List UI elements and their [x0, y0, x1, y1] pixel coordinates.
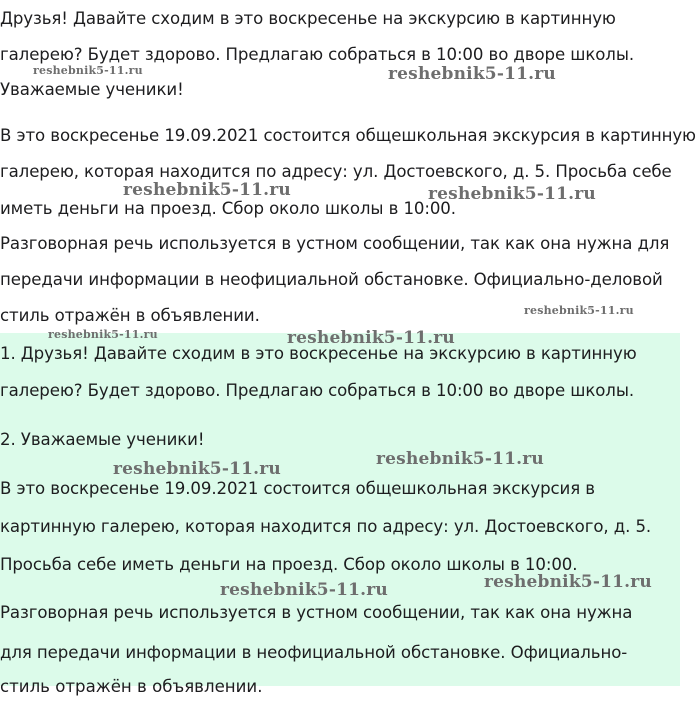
text-line: Друзья! Давайте сходим в это воскресенье на экскурсию в картинную [0, 9, 616, 28]
text-line: 2. Уважаемые ученики! [0, 430, 205, 449]
text-line: галерею, которая находится по адресу: ул. Достоевского, д. 5. Просьба себе [0, 162, 672, 181]
text-line: передачи информации в неофициальной обстановке. Официально-деловой [0, 270, 663, 289]
text-line: В это воскресенье 19.09.2021 состоится общешкольная экскурсия в [0, 479, 595, 498]
watermark: reshebnik5-11.ru [428, 184, 596, 204]
watermark: reshebnik5-11.ru [524, 304, 634, 317]
text-line: В это воскресенье 19.09.2021 состоится общешкольная экскурсия в картинную [0, 126, 696, 145]
text-line: иметь деньги на проезд. Сбор около школы в 10:00. [0, 199, 456, 218]
clipped-text-line [0, 677, 680, 696]
text-line: для передачи информации в неофициальной обстановке. Официально- [0, 643, 628, 662]
watermark: reshebnik5-11.ru [33, 64, 143, 77]
watermark: reshebnik5-11.ru [388, 64, 556, 84]
watermark: reshebnik5-11.ru [48, 328, 158, 341]
text-line: Разговорная речь используется в устном сообщении, так как она нужна [0, 603, 633, 622]
text-line: Разговорная речь используется в устном сообщении, так как она нужна для [0, 234, 670, 253]
text-line: галерею? Будет здорово. Предлагаю собраться в 10:00 во дворе школы. [0, 381, 634, 400]
text-line: Просьба себе иметь деньги на проезд. Сбор около школы в 10:00. [0, 555, 578, 574]
text-line: картинную галерею, которая находится по адресу: ул. Достоевского, д. 5. [0, 517, 652, 536]
watermark: reshebnik5-11.ru [123, 180, 291, 200]
answer-text-plain [0, 0, 696, 333]
text-line: галерею? Будет здорово. Предлагаю собраться в 10:00 во дворе школы. [0, 45, 634, 64]
watermark: reshebnik5-11.ru [376, 449, 544, 469]
text-line: стиль отражён в объявлении. [0, 306, 260, 325]
text-line: Уважаемые ученики! [0, 80, 184, 99]
answer-text-highlighted [0, 333, 680, 686]
watermark: reshebnik5-11.ru [287, 328, 455, 348]
watermark: reshebnik5-11.ru [113, 459, 281, 479]
watermark: reshebnik5-11.ru [220, 580, 388, 600]
watermark: reshebnik5-11.ru [484, 572, 652, 592]
text-line: 1. Друзья! Давайте сходим в это воскресенье на экскурсию в картинную [0, 344, 637, 363]
clipped-text-fragment: стиль отражён в объявлении. [0, 677, 263, 696]
